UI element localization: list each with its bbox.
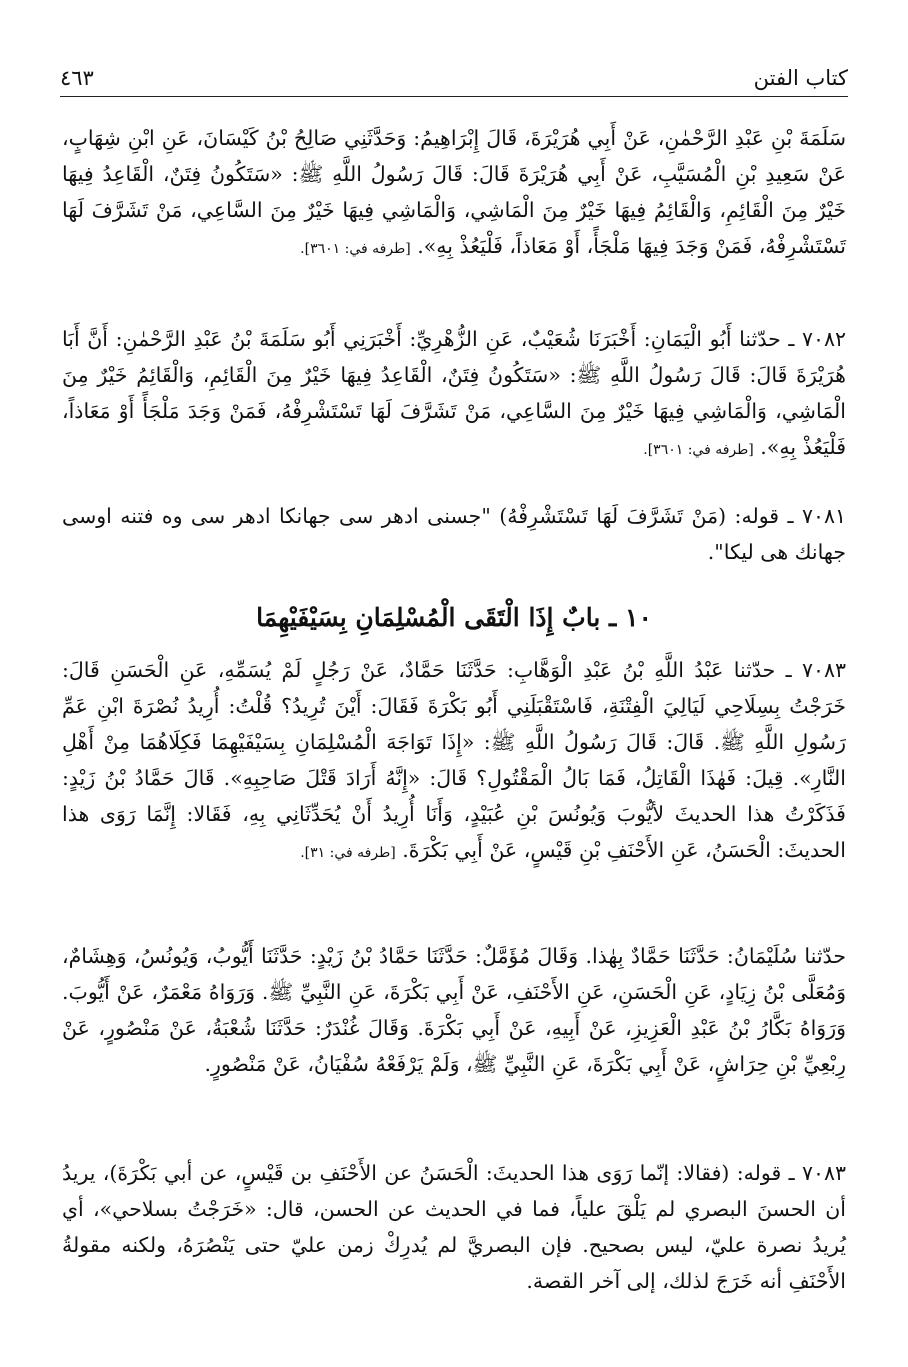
page-number: ٤٦٣ bbox=[60, 66, 94, 90]
chapter-heading: ١٠ ـ بابٌ إِذَا الْتَقَى الْمُسْلِمَانِ بِسَيْفَيْهِمَا bbox=[256, 603, 652, 632]
paragraph-text: ٧٠٨٣ ـ حدّثنا عَبْدُ اللَّهِ بْنُ عَبْدِ الْوَهَّابِ: حَدَّثَنَا حَمَّادٌ، عَنْ رَجُلٍ لَمْ يُسَمِّهِ، عَنِ الْحَسَنِ قَالَ: خَرَجْتُ بِسِلَاحِي لَيَالِيَ الْفِتْنَةِ، فَاسْتَقْبَلَنِي أَبُو بَكْرَةَ فَقَالَ: أَيْنَ تُرِيدُ؟ قُلْتُ: أُرِيدُ نُصْرَةَ ابْنِ عَمِّ رَسُولِ اللَّهِ ﷺ. قَالَ: قَالَ رَسُولُ اللَّهِ ﷺ: «إِذَا تَوَاجَهَ الْمُسْلِمَانِ بِسَيْفَيْهِمَا فَكِلَاهُمَا مِنْ أَهْلِ النَّارِ». قِيلَ: فَهٰذَا الْقَاتِلُ، فَمَا بَالُ الْمَقْتُولِ؟ قَالَ: «إِنَّهُ أَرَادَ قَتْلَ صَاحِبِهِ». قَالَ حَمَّادُ بْنُ زَيْدٍ: فَذَكَرْتُ هذا الحديثَ لأيُّوبَ وَيُونُسَ بْنِ عُبَيْدٍ، وَأَنَا أُرِيدُ أَنْ يُحَدِّثَانِي بِهِ، فَقَالا: إِنَّمَا رَوَى هذا الحديثَ: الْحَسَنُ، عَنِ الأَحْنَفِ بْنِ قَيْسٍ، عَنْ أَبِي بَكْرَةَ. bbox=[62, 658, 846, 862]
page-header bbox=[60, 56, 848, 97]
cross-reference: [طرفه في: ٣٦٠١]. bbox=[300, 241, 411, 257]
hadith-continuation bbox=[62, 120, 846, 267]
commentary-7083 bbox=[62, 1155, 846, 1299]
paragraph-text: ٧٠٨٣ ـ قوله: (فقالا: إنّما رَوَى هذا الحديثَ: الْحَسَنُ عن الأَحْنَفِ بن قَيْسٍ، عن أبي بَكْرَةَ)، يريدُ أن الحسنَ البصري لم يَلْقَ علياً، فما في الحديث عن الحسن، قال: «خَرَجْتُ بسلاحي»، أي يُريدُ نصرة عليّ، ليس بصحيح. فإن البصريَّ لم يُدرِكْ زمن عليّ حتى يَنْصُرَهُ، ولكنه مقولةُ الأَحْنَفِ أنه خَرَجَ لذلك، إلى آخر القصة. bbox=[62, 1161, 846, 1293]
paragraph-text: ٧٠٨٢ ـ حدّثنا أَبُو الْيَمَانِ: أَخْبَرَنَا شُعَيْبٌ، عَنِ الزُّهْرِيِّ: أَخْبَرَنِي أَبُو سَلَمَةَ بْنُ عَبْدِ الرَّحْمٰنِ: أَنَّ أَبَا هُرَيْرَةَ قَالَ: قَالَ رَسُولُ اللَّهِ ﷺ: «سَتَكُونُ فِتَنٌ، الْقَاعِدُ فِيهَا خَيْرٌ مِنَ الْقَائِمِ، وَالْقَائِمُ خَيْرٌ مِنَ الْمَاشِي، وَالْمَاشِي فِيهَا خَيْرٌ مِنَ السَّاعِي، مَنْ تَشَرَّفَ لَهَا تَسْتَشْرِفْهُ، فَمَنْ وَجَدَ مَلْجَأً أَوْ مَعَاذاً، فَلْيَعُذْ بِهِ». bbox=[62, 327, 846, 459]
cross-reference: [طرفه في: ٣١]. bbox=[300, 845, 396, 861]
hadith-7082 bbox=[62, 321, 846, 468]
running-title: كتاب الفتن bbox=[753, 66, 848, 90]
hadith-7083 bbox=[62, 652, 846, 871]
paragraph-text: ٧٠٨١ ـ قوله: (مَنْ تَشَرَّفَ لَهَا تَسْتَشْرِفْهُ) "جسنى ادهر سى جهانكا ادهر سى وه فتنه اوسى جهانك هى ليكا". bbox=[62, 504, 846, 564]
cross-reference: [طرفه في: ٣٦٠١]. bbox=[643, 442, 754, 458]
hadith-chain bbox=[62, 938, 846, 1082]
paragraph-text: سَلَمَةَ بْنِ عَبْدِ الرَّحْمٰنِ، عَنْ أَبِي هُرَيْرَةَ، قَالَ إِبْرَاهِيمُ: وَحَدَّثَنِي صَالِحُ بْنُ كَيْسَانَ، عَنِ ابْنِ شِهَابٍ، عَنْ سَعِيدِ بْنِ الْمُسَيَّبِ، عَنْ أَبِي هُرَيْرَةَ قَالَ: قَالَ رَسُولُ اللَّهِ ﷺ: «سَتَكُونُ فِتَنٌ، الْقَاعِدُ فِيهَا خَيْرٌ مِنَ الْقَائِمِ، وَالْقَائِمُ فِيهَا خَيْرٌ مِنَ الْمَاشِي، وَالْمَاشِي فِيهَا خَيْرٌ مِنَ السَّاعِي، مَنْ تَشَرَّفَ لَهَا تَسْتَشْرِفْهُ، فَمَنْ وَجَدَ فِيهَا مَلْجَأً، أَوْ مَعَاذاً، فَلْيَعُذْ بِهِ». bbox=[62, 126, 846, 258]
commentary-7081 bbox=[62, 498, 846, 570]
paragraph-text: حدّثنا سُلَيْمَانُ: حَدَّثَنَا حَمَّادٌ بِهٰذا. وَقَالَ مُؤَمَّلٌ: حَدَّثَنَا حَمَّادُ بْنُ زَيْدٍ: حَدَّثَنَا أَيُّوبُ، وَيُونُسُ، وَهِشَامٌ، وَمُعَلَّى بْنُ زِيَادٍ، عَنِ الْحَسَنِ، عَنِ الأَحْنَفِ، عَنْ أَبِي بَكْرَةَ، عَنِ النَّبِيِّ ﷺ. وَرَوَاهُ مَعْمَرٌ، عَنْ أَيُّوبَ. وَرَوَاهُ بَكَّارُ بْنُ عَبْدِ الْعَزِيزِ، عَنْ أَبِيهِ، عَنْ أَبِي بَكْرَةَ. وَقَالَ غُنْدَرٌ: حَدَّثَنَا شُعْبَةُ، عَنْ مَنْصُورٍ، عَنْ رِبْعِيِّ بْنِ حِرَاشٍ، عَنْ أَبِي بَكْرَةَ، عَنِ النَّبِيِّ ﷺ، وَلَمْ يَرْفَعْهُ سُفْيَانُ، عَنْ مَنْصُورٍ. bbox=[62, 944, 846, 1076]
